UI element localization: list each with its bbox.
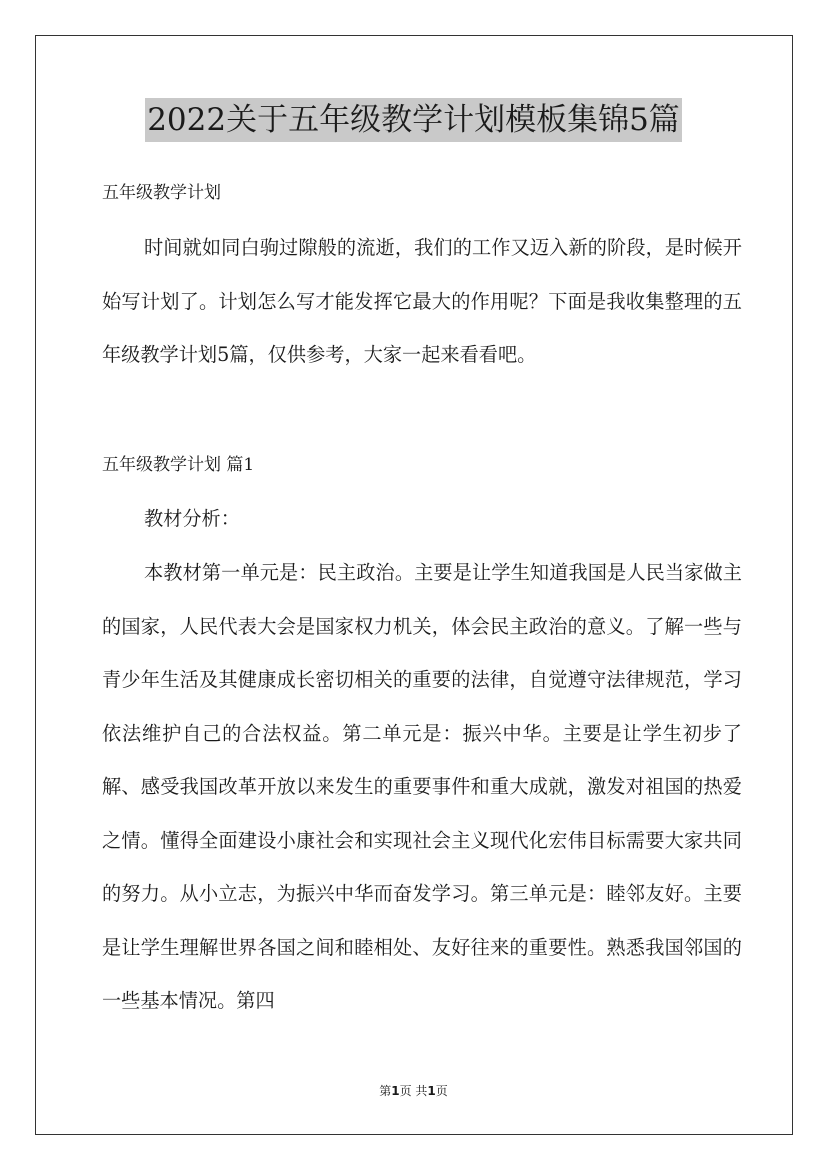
intro-paragraph: 时间就如同白驹过隙般的流逝，我们的工作又迈入新的阶段，是时候开始写计划了。计划怎么写才能发挥它最大的作用呢？下面是我收集整理的五年级教学计划5篇，仅供参考，大家一起来看看吧。: [102, 236, 742, 366]
document-title: 2022关于五年级教学计划模板集锦5篇: [145, 98, 682, 142]
body-paragraph: 本教材第一单元是：民主政治。主要是让学生知道我国是人民当家做主的国家，人民代表大会是国家权力机关，体会民主政治的意义。了解一些与青少年生活及其健康成长密切相关的重要的法律，自觉遵守法律规范，学习依法维护自己的合法权益。第二单元是：振兴中华。主要是让学生初步了解、感受我国改革开放以来发生的重要事件和重大成就，激发对祖国的热爱之情。懂得全面建设小康社会和实现社会主义现代化宏伟目标需要大家共同的努力。从小立志，为振兴中华而奋发学习。第三单元是：睦邻友好。主要是让学生理解世界各国之间和睦相处、友好往来的重要性。熟悉我国邻国的一些基本情况。第四: [102, 561, 742, 1012]
footer-page-mid: 页 共: [399, 1084, 428, 1098]
footer-page-prefix: 第: [379, 1084, 392, 1098]
section-heading-intro: 五年级教学计划: [102, 183, 221, 203]
title-container: [0, 98, 827, 142]
section-heading-1: 五年级教学计划 篇1: [102, 455, 255, 475]
subheading-analysis: 教材分析：: [144, 507, 240, 530]
footer-page-current: 1: [391, 1084, 400, 1098]
footer-page-suffix: 页: [435, 1084, 448, 1098]
page-footer: [0, 1083, 827, 1099]
footer-page-total: 1: [427, 1084, 436, 1098]
